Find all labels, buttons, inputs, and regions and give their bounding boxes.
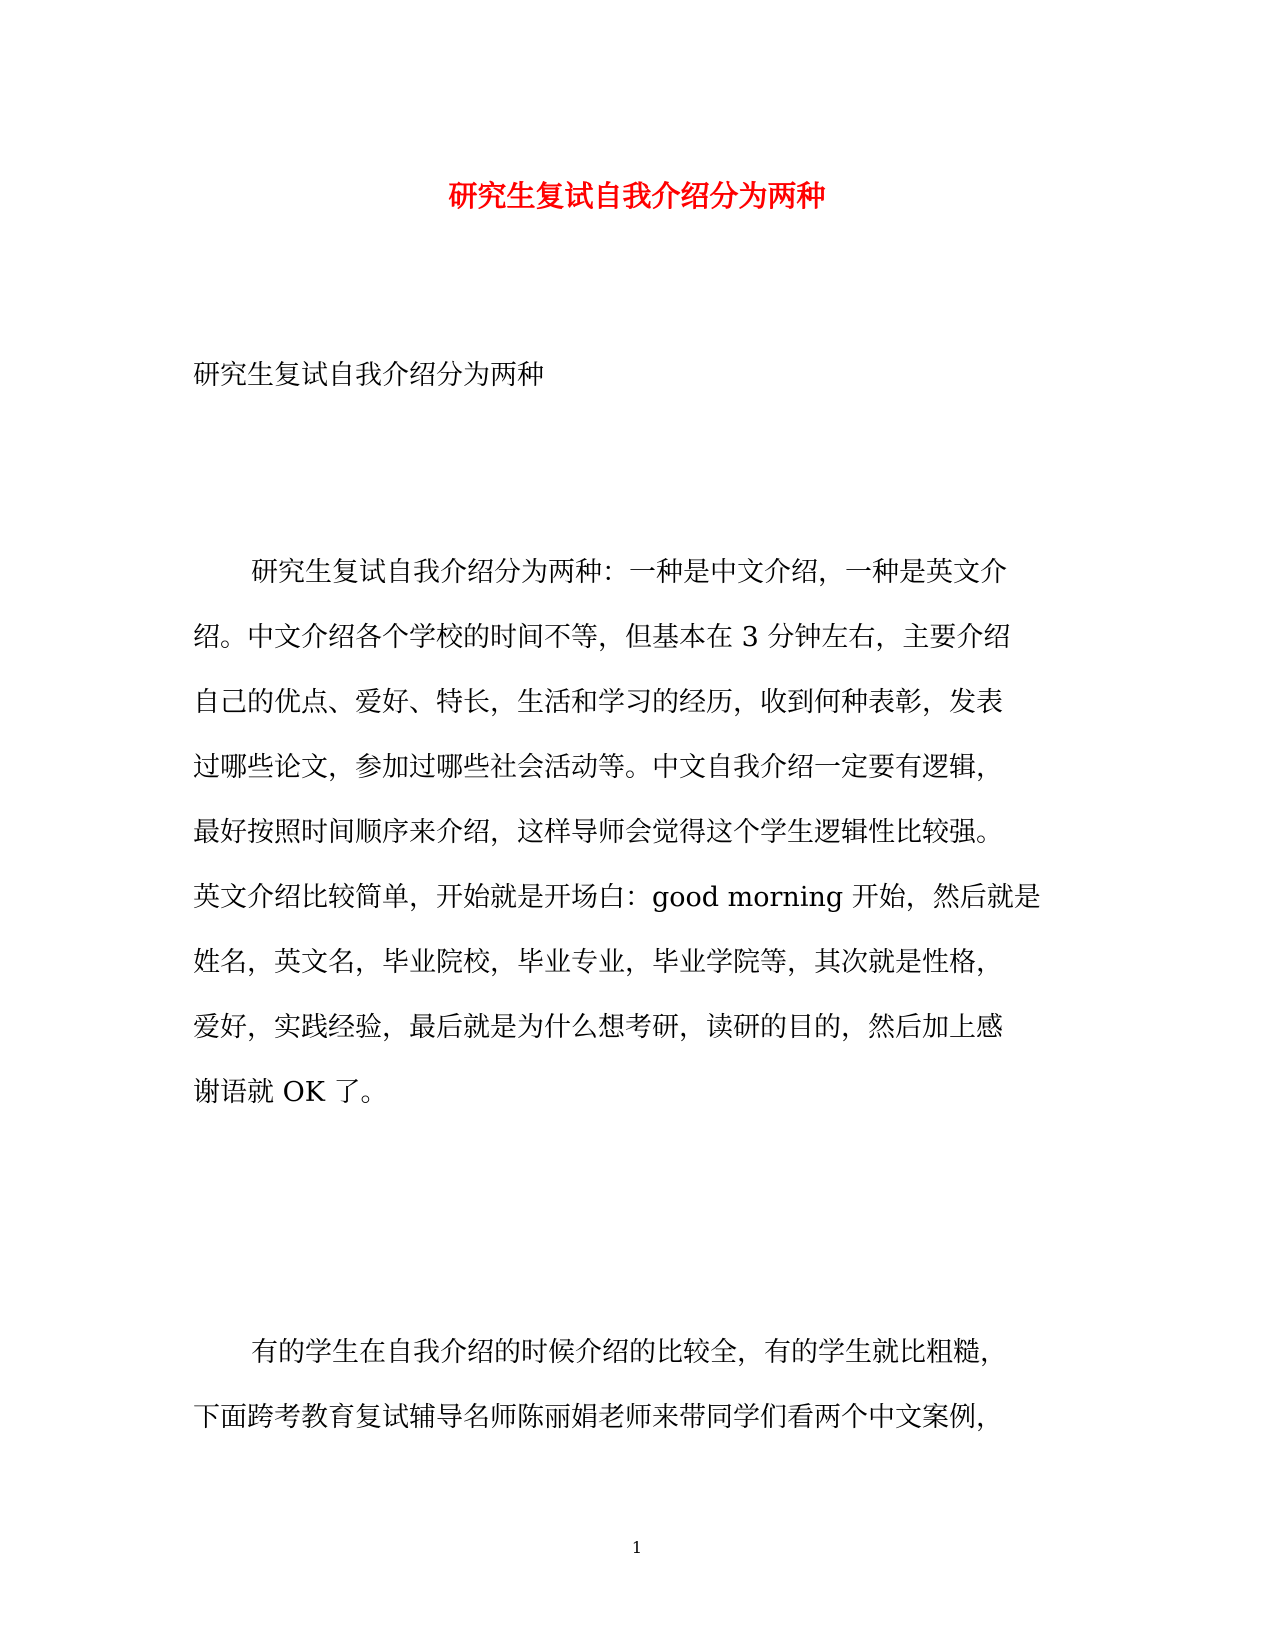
paragraph-line: 研究生复试自我介绍分为两种：一种是中文介绍，一种是英文介 <box>251 557 1007 588</box>
paragraph-line: 有的学生在自我介绍的时候介绍的比较全，有的学生就比粗糙， <box>251 1337 1007 1368</box>
page-number: 1 <box>631 1538 643 1557</box>
paragraph-line: 最好按照时间顺序来介绍，这样导师会觉得这个学生逻辑性比较强。 <box>193 817 1003 848</box>
paragraph-1 <box>193 540 1093 1125</box>
paragraph-line: 绍。中文介绍各个学校的时间不等，但基本在 3 分钟左右，主要介绍 <box>193 622 1011 653</box>
paragraph-line: 姓名，英文名，毕业院校，毕业专业，毕业学院等，其次就是性格， <box>193 947 1003 978</box>
paragraph-2 <box>193 1320 1093 1450</box>
paragraph-line: 谢语就 OK 了。 <box>193 1077 388 1108</box>
document-subtitle: 研究生复试自我介绍分为两种 <box>193 360 544 391</box>
paragraph-line: 英文介绍比较简单，开始就是开场白：good morning 开始，然后就是 <box>193 882 1041 913</box>
document-title: 研究生复试自我介绍分为两种 <box>448 179 826 213</box>
paragraph-line: 下面跨考教育复试辅导名师陈丽娟老师来带同学们看两个中文案例， <box>193 1402 1003 1433</box>
paragraph-line: 过哪些论文，参加过哪些社会活动等。中文自我介绍一定要有逻辑， <box>193 752 1003 783</box>
paragraph-line: 爱好，实践经验，最后就是为什么想考研，读研的目的，然后加上感 <box>193 1012 1003 1043</box>
paragraph-line: 自己的优点、爱好、特长，生活和学习的经历，收到何种表彰，发表 <box>193 687 1003 718</box>
